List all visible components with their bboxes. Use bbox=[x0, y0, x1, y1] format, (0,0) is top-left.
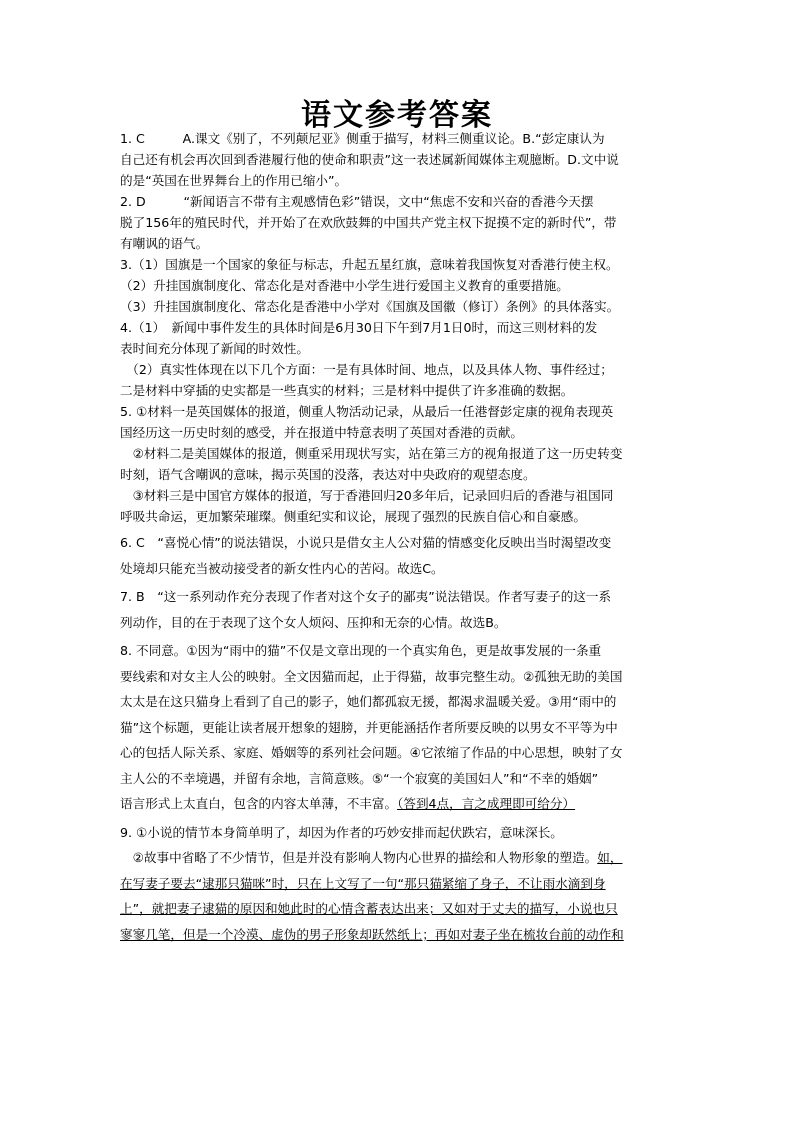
answer-9 bbox=[120, 820, 676, 948]
answer-8-line-4: 猫”这个标题，更能让读者展开想象的翅膀，并更能涵括作者所要反映的以男女不平等为中 bbox=[120, 719, 618, 735]
answer-4-line-3: （2）真实性体现在以下几个方面：一是有具体时间、地点，以及具体人物、事件经过； bbox=[120, 362, 613, 377]
answer-8 bbox=[120, 638, 676, 817]
answer-8-line-3: 太太是在这只猫身上看到了自己的影子，她们都孤寂无援，都渴求温暖关爱。③用“雨中的 bbox=[120, 694, 617, 709]
answer-5-line-3: ②材料二是美国媒体的报道，侧重采用现状写实，站在第三方的视角报道了这一历史转变 bbox=[120, 446, 623, 461]
answer-8-line-7-text: 语言形式上太直白，包含的内容太单薄，不丰富。 bbox=[120, 796, 398, 811]
answer-1-line-2: 自己还有机会再次回到香港履行他的使命和职责”这一表述属新闻媒体主观臆断。D.文中说 bbox=[120, 152, 619, 167]
answer-8-line-7 bbox=[120, 791, 676, 817]
answer-9-line-2 bbox=[120, 845, 676, 871]
answer-5-line-1: 5. ①材料一是英国媒体的报道，侧重人物活动记录，从最后一任港督彭定康的视角表现英 bbox=[120, 404, 614, 419]
answer-7 bbox=[120, 584, 676, 635]
answer-6-line-2: 处境却只能充当被动接受者的新女性内心的苦闷。故选C。 bbox=[120, 560, 444, 576]
answer-3 bbox=[120, 254, 676, 317]
answer-9-line-1: 9. ①小说的情节本身简单明了，却因为作者的巧妙安排而起伏跌宕，意味深长。 bbox=[120, 824, 563, 840]
answer-list bbox=[120, 128, 676, 947]
scoring-note: （答到4点，言之成理即可给分） bbox=[397, 796, 576, 811]
answer-5-line-2: 国经历这一历史时刻的感受，并在报道中特意表明了英国对香港的贡献。 bbox=[120, 425, 523, 440]
answer-4 bbox=[120, 317, 676, 401]
answer-9-underlined-line-2: 上”，就把妻子逮猫的原因和她此时的心情含蓄表达出来；又如对于丈夫的描写，小说也只 bbox=[120, 901, 618, 916]
answer-2-line-1: 2. D “新闻语言不带有主观感情色彩”错误，文中“焦虑不安和兴奋的香港今天摆 bbox=[120, 194, 594, 209]
answer-8-line-2: 要线索和对女主人公的映射。全文因猫而起，止于得猫，故事完整生动。②孤独无助的美国 bbox=[120, 668, 623, 684]
answer-9-underlined-line-3: 寥寥几笔，但是一个冷漠、虚伪的男子形象却跃然纸上；再如对妻子坐在梳妆台前的动作和 bbox=[120, 926, 624, 942]
answer-1-line-3: 的是“英国在世界舞台上的作用已缩小”。 bbox=[120, 173, 348, 188]
answer-5-line-5: ③材料三是中国官方媒体的报道，写于香港回归20多年后，记录回归后的香港与祖国同 bbox=[120, 488, 614, 503]
answer-7-line-1: 7. B “这一系列动作充分表现了作者对这个女子的鄙夷”说法错误。作者写妻子的这一系 bbox=[120, 589, 612, 604]
answer-2 bbox=[120, 191, 676, 254]
answer-4-line-4: 二是材料中穿插的史实都是一些真实的材料；三是材料中提供了许多准确的数据。 bbox=[120, 383, 574, 398]
answer-9-line-2-text: ②故事中省略了不少情节，但是并没有影响人物内心世界的描绘和人物形象的塑造。 bbox=[120, 850, 598, 865]
answer-3-line-3: （3）升挂国旗制度化、常态化是香港中小学对《国旗及国徽（修订）条例》的具体落实。 bbox=[120, 299, 620, 314]
answer-7-line-2: 列动作，目的在于表现了这个女人烦闷、压抑和无奈的心情。故选B。 bbox=[120, 614, 507, 630]
answer-2-line-2: 脱了156年的殖民时代，并开始了在欢欣鼓舞的中国共产党主权下捉摸不定的新时代”，带 bbox=[120, 215, 617, 230]
answer-9-underlined-line-1: 在写妻子要去“逮那只猫咪”时，只在上文写了一句“那只猫紧缩了身子，不让雨水滴到身 bbox=[120, 875, 606, 891]
answer-6 bbox=[120, 530, 676, 581]
answer-9-underline-start: 如， bbox=[597, 850, 623, 865]
answer-1 bbox=[120, 128, 676, 191]
answer-2-line-3: 有嘲讽的语气。 bbox=[120, 236, 209, 251]
answer-4-line-1: 4.（1） 新闻中事件发生的具体时间是6月30日下午到7月1日0时，而这三则材料的发 bbox=[120, 320, 598, 335]
answer-8-line-1: 8. 不同意。①因为“雨中的猫”不仅是文章出现的一个真实角色，更是故事发展的一条重 bbox=[120, 643, 602, 658]
answer-5-line-4: 时刻，语气含嘲讽的意味，揭示英国的没落，表达对中央政府的观望态度。 bbox=[120, 467, 536, 482]
answer-5 bbox=[120, 401, 676, 527]
answer-4-line-2: 表时间充分体现了新闻的时效性。 bbox=[120, 341, 309, 356]
answer-8-line-5: 心的包括人际关系、家庭、婚姻等的系列社会问题。④它浓缩了作品的中心思想，映射了女 bbox=[120, 745, 623, 760]
answer-3-line-1: 3.（1）国旗是一个国家的象征与标志，升起五星红旗，意味着我国恢复对香港行使主权。 bbox=[120, 257, 619, 272]
answer-5-line-6: 呼吸共命运，更加繁荣璀璨。侧重纪实和议论，展现了强烈的民族自信心和自豪感。 bbox=[120, 509, 586, 524]
answer-6-line-1: 6. C “喜悦心情”的说法错误，小说只是借女主人公对猫的情感变化反映出当时渴望改变 bbox=[120, 535, 612, 550]
answer-3-line-2: （2）升挂国旗制度化、常态化是对香港中小学生进行爱国主义教育的重要措施。 bbox=[120, 278, 569, 293]
answer-1-line-1: 1. C A.课文《别了，不列颠尼亚》侧重于描写，材料三侧重议论。B.“彭定康认为 bbox=[120, 131, 605, 146]
answer-8-line-6: 主人公的不幸境遇，并留有余地，言简意赅。⑤“一个寂寞的美国妇人”和“不幸的婚姻” bbox=[120, 770, 599, 786]
page-title: 语文参考答案 bbox=[301, 98, 493, 133]
